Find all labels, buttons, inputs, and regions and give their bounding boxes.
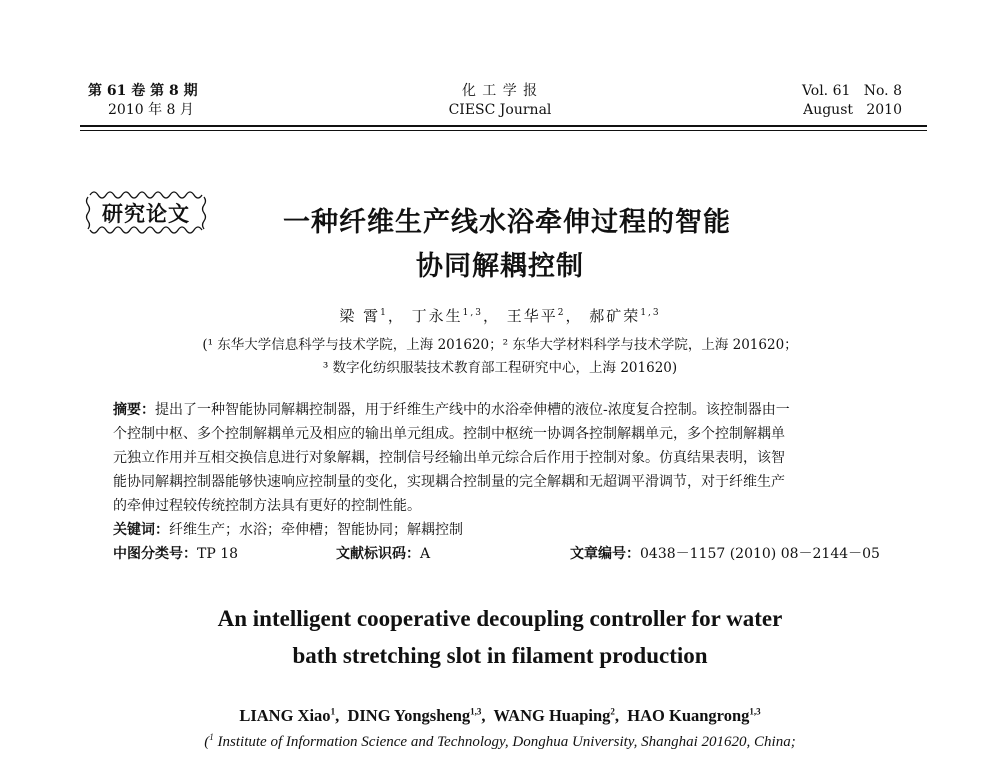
abstract-label: 摘要：	[113, 402, 155, 418]
journal-name-zh: 化 工 学 报	[461, 83, 539, 99]
keywords-text: 纤维生产；水浴；牵伸槽；智能协同；解耦控制	[169, 522, 463, 538]
title-zh-line1: 一种纤维生产线水浴牵伸过程的智能	[283, 207, 731, 238]
author-zh: 王华平	[506, 307, 558, 325]
abstract-line: 能协同解耦控制器能够快速响应控制量的变化，实现耦合控制量的完全解耦和无超调平滑调节，对于纤维生产	[113, 474, 785, 490]
author-en: LIANG Xiao	[239, 706, 331, 725]
journal-date-en: August 2010	[803, 102, 902, 118]
document-code: 文献标识码：A	[336, 546, 431, 562]
header-rule-thin	[80, 130, 927, 131]
affiliations-zh-line1: (¹ 东华大学信息科学与技术学院，上海 201620；² 东华大学材料科学与技术学院，上海 201620；	[202, 337, 798, 353]
affiliations-zh-line2: ³ 数字化纺织服装技术教育部工程研究中心，上海 201620)	[322, 360, 678, 376]
badge-label: 研究论文	[102, 202, 190, 226]
section-badge	[84, 187, 208, 237]
title-en-line1: An intelligent cooperative decoupling controller for water	[217, 606, 783, 631]
authors-en: LIANG Xiao$^1$, DING Yongsheng$^{1,3}$, WANG Huaping$^2$, HAO Kuangrong$^{1,3}$	[239, 706, 761, 725]
author-zh: 梁 霄	[339, 307, 381, 325]
affiliation-en: ($^1$ Institute of Information Science and Technology, Donghua University, Shanghai 201620, China;	[204, 732, 796, 750]
author-en: DING Yongsheng	[347, 706, 471, 725]
author-zh: 丁永生	[411, 307, 463, 325]
journal-name-en: CIESC Journal	[448, 102, 552, 118]
author-en: HAO Kuangrong	[627, 706, 750, 725]
clc-number: 中图分类号：TP 18	[113, 546, 239, 562]
header-rule-thick	[80, 125, 927, 127]
keywords-label: 关键词：	[113, 522, 169, 538]
abstract-line: 元独立作用并互相交换信息进行对象解耦，控制信号经输出单元综合后作用于控制对象。仿真结果表明，该智	[113, 450, 785, 466]
abstract-line: 摘要：提出了一种智能协同解耦控制器，用于纤维生产线中的水浴牵伸槽的液位-浓度复合控制。该控制器由一	[113, 402, 790, 418]
article-number: 文章编号：0438－1157 (2010) 08－2144－05	[570, 546, 880, 562]
author-en: WANG Huaping	[493, 706, 611, 725]
journal-volume-issue: 第 61 卷 第 8 期	[88, 83, 198, 99]
abstract-line: 的牵伸过程较传统控制方法具有更好的控制性能。	[113, 498, 421, 514]
authors-zh: 梁 霄$^1$， 丁永生$^{1,3}$， 王华平$^2$， 郝矿荣$^{1,3}$	[339, 307, 661, 325]
author-zh: 郝矿荣	[589, 307, 641, 325]
keywords	[113, 520, 883, 540]
title-zh-line2: 协同解耦控制	[416, 251, 584, 282]
title-en-line2: bath stretching slot in filament production	[292, 643, 708, 668]
journal-volume-en: Vol. 61 No. 8	[801, 83, 902, 99]
abstract-line: 个控制中枢、多个控制解耦单元及相应的输出单元组成。控制中枢统一协调各控制解耦单元，多个控制解耦单	[113, 426, 785, 442]
journal-date-zh: 2010 年 8 月	[108, 102, 194, 118]
